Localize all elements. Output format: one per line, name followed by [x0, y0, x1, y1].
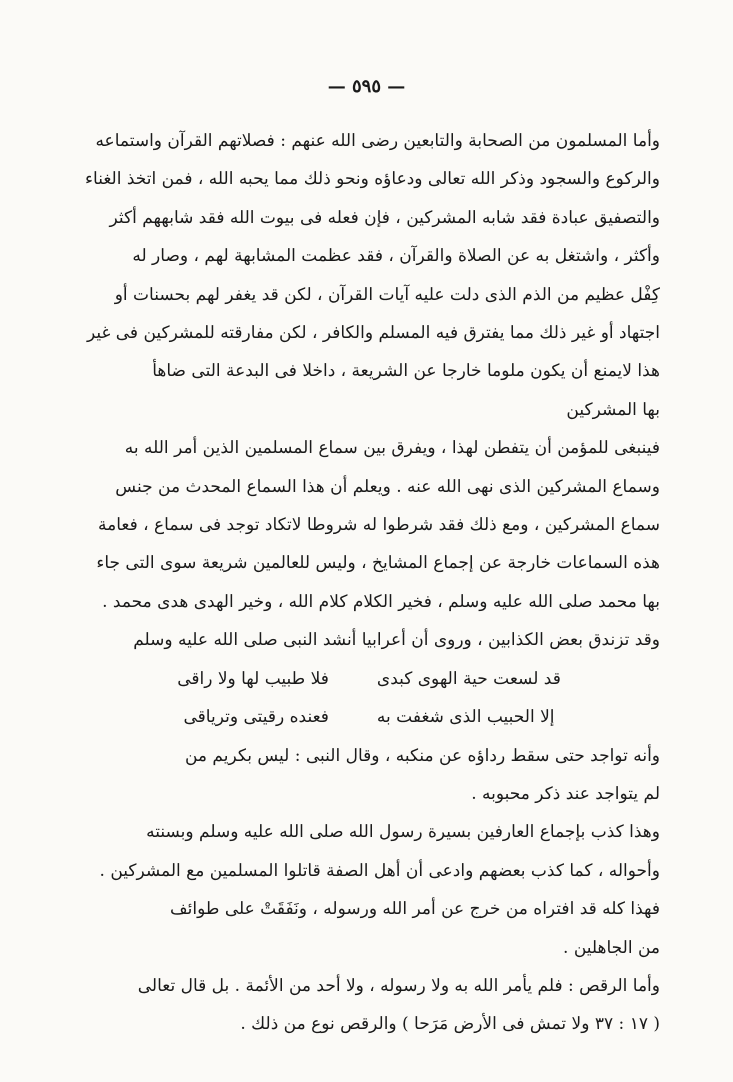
body-text [78, 122, 660, 1044]
text-line: والركوع والسجود وذكر الله تعالى ودعاؤه ونحو ذلك مما يحبه الله ، فمن اتخذ الغناء [85, 169, 660, 190]
text-line: وأما المسلمون من الصحابة والتابعين رضى الله عنهم : فصلاتهم القرآن واستماعه [95, 131, 660, 151]
poem [78, 660, 660, 737]
text-line: وأحواله ، كما كذب بعضهم وادعى أن أهل الصفة قاتلوا المسلمين مع المشركين . [99, 860, 660, 881]
text-line: ( ١٧ : ٣٧ ولا تمش فى الأرض مَرَحا ) والرقص نوع من ذلك . [240, 1014, 660, 1035]
text-line: فهذا كله قد افتراه من خرج عن أمر الله ورسوله ، ونَفَقَتْ على طوائف [170, 899, 660, 920]
text-line: وأنه تواجد حتى سقط رداؤه عن منكبه ، وقال النبى : ليس بكريم من [184, 745, 660, 766]
text-line: هذه السماعات خارجة عن إجماع المشايخ ، وليس للعالمين شريعة سوى التى جاء [96, 553, 660, 574]
paragraph-tawajud [78, 737, 660, 814]
text-line: وقد تزندق بعض الكذابين ، وروى أن أعرابيا أنشد النبى صلى الله عليه وسلم [133, 630, 660, 651]
text-line: وأكثر ، واشتغل به عن الصلاة والقرآن ، فقد عظمت المشابهة لهم ، وصار له [132, 246, 660, 267]
text-line: سماع المشركين ، ومع ذلك فقد شرطوا له شروطا لاتكاد توجد فى سماع ، فعامة [98, 515, 660, 536]
poem-hemistich: فعنده رقيتى وترياقى [183, 707, 329, 728]
text-line: وأما الرقص : فلم يأمر الله به ولا رسوله ، ولا أحد من الأئمة . بل قال تعالى [137, 975, 660, 996]
poem-hemistich: إلا الحبيب الذى شغفت به [376, 707, 555, 728]
text-line: من الجاهلين . [563, 937, 660, 958]
poem-hemistich: قد لسعت حية الهوى كبدى [376, 668, 561, 689]
poem-verse [78, 698, 660, 736]
text-line: هذا لايمنع أن يكون ملوما خارجا عن الشريعة ، داخلا فى البدعة التى ضاهأ [152, 361, 660, 382]
poem-hemistich: فلا طبيب لها ولا راقى [177, 668, 329, 689]
text-line: فينبغى للمؤمن أن يتفطن لهذا ، ويفرق بين سماع المسلمين الذين أمر الله به [124, 438, 660, 459]
text-line: كِفْل عظيم من الذم الذى دلت عليه آيات القرآن ، لكن قد يغفر لهم بحسنات أو [114, 284, 660, 305]
text-line: بها المشركين [566, 399, 660, 420]
paragraph-salat [78, 122, 660, 429]
page-number: — ٥٩٥ — [327, 76, 406, 97]
paragraph-raqs [78, 967, 660, 1044]
text-line: اجتهاد أو غير ذلك مما يفترق فيه المسلم والكافر ، لكن مفارقته للمشركين فى غير [86, 323, 660, 344]
poem-verse [78, 660, 660, 698]
text-line: بها محمد صلى الله عليه وسلم ، فخير الكلام كلام الله ، وخير الهدى هدى محمد . [102, 591, 660, 612]
text-line: وسماع المشركين الذى نهى الله عنه . ويعلم أن هذا السماع المحدث من جنس [115, 476, 660, 497]
paragraph-kidhb [78, 813, 660, 967]
text-line: لم يتواجد عند ذكر محبوبه . [471, 783, 660, 804]
text-line: والتصفيق عبادة فقد شابه المشركين ، فإن فعله فى بيوت الله فقد شابههم أكثر [109, 207, 660, 228]
paragraph-sama [78, 429, 660, 659]
text-line: وهذا كذب بإجماع العارفين بسيرة رسول الله صلى الله عليه وسلم وبسنته [146, 822, 660, 843]
